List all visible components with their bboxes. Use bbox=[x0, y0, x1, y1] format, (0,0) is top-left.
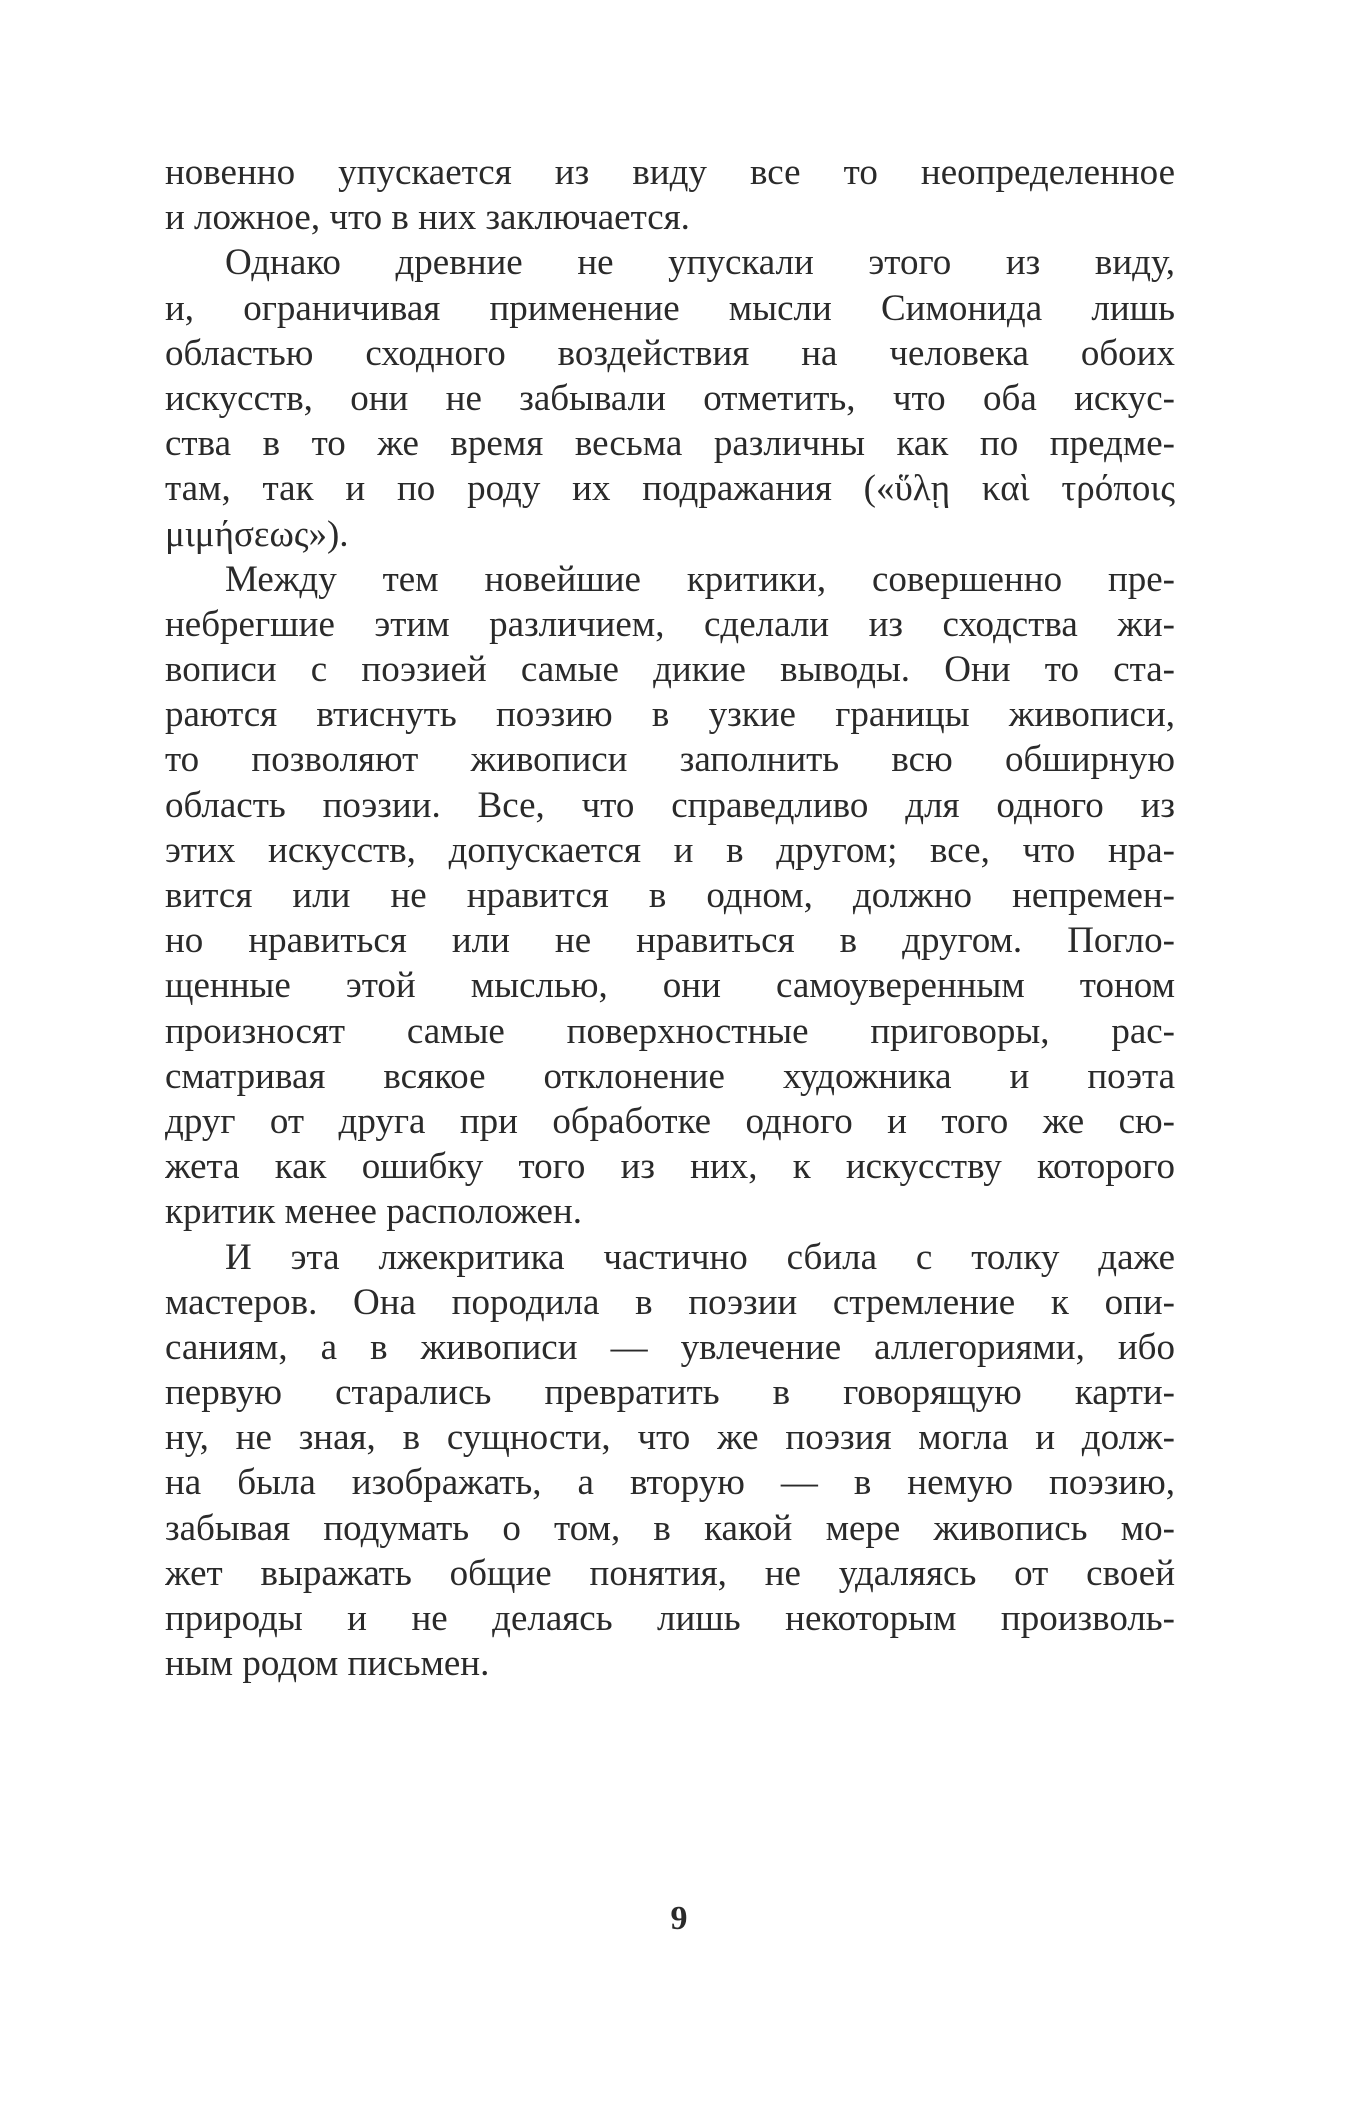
text-line: то позволяют живописи заполнить всю обширную bbox=[165, 739, 1175, 781]
paragraph bbox=[165, 240, 1175, 556]
text-line: вописи с поэзией самые дикие выводы. Они то ста- bbox=[165, 649, 1175, 691]
paragraph bbox=[165, 557, 1175, 1235]
text-line: на была изображать, а вторую — в немую поэзию, bbox=[165, 1462, 1175, 1504]
text-line: забывая подумать о том, в какой мере живопись мо- bbox=[165, 1507, 1175, 1549]
text-line: Между тем новейшие критики, совершенно пре- bbox=[225, 558, 1175, 600]
paragraph bbox=[165, 1235, 1175, 1687]
text-line: ным родом письмен. bbox=[165, 1643, 490, 1685]
text-line: μιμήσεως»). bbox=[165, 513, 349, 555]
text-line: Однако древние не упускали этого из виду, bbox=[225, 242, 1175, 284]
text-line: друг от друга при обработке одного и того же сю- bbox=[165, 1100, 1175, 1142]
page-body bbox=[165, 150, 1175, 1686]
text-line: природы и не делаясь лишь некоторым произволь- bbox=[165, 1598, 1175, 1639]
text-line: и, ограничивая применение мысли Симонида лишь bbox=[165, 287, 1175, 329]
text-line: вится или не нравится в одном, должно непремен- bbox=[165, 875, 1175, 916]
text-line: саниям, а в живописи — увлечение аллегориями, ибо bbox=[165, 1326, 1175, 1368]
text-line: щенные этой мыслью, они самоуверенным тоном bbox=[165, 965, 1175, 1007]
text-line: первую старались превратить в говорящую карти- bbox=[165, 1372, 1175, 1414]
text-line: жета как ошибку того из них, к искусству которого bbox=[165, 1146, 1175, 1188]
text-line: и ложное, что в них заключается. bbox=[165, 197, 690, 239]
text-line: искусств, они не забывали отметить, что оба искус- bbox=[165, 377, 1175, 419]
text-line: областью сходного воздействия на человека обоих bbox=[165, 332, 1175, 374]
page-number: 9 bbox=[670, 1900, 688, 1937]
text-line: ну, не зная, в сущности, что же поэзия могла и долж- bbox=[165, 1417, 1175, 1459]
text-line: новенно упускается из виду все то неопределенное bbox=[165, 152, 1175, 193]
text-line: область поэзии. Все, что справедливо для одного из bbox=[165, 784, 1175, 826]
text-line: этих искусств, допускается и в другом; все, что нра- bbox=[165, 829, 1175, 871]
text-line: мастеров. Она породила в поэзии стремление к опи- bbox=[165, 1281, 1175, 1323]
text-line: сматривая всякое отклонение художника и поэта bbox=[165, 1055, 1175, 1097]
paragraph bbox=[165, 150, 1175, 240]
text-line: небрегшие этим различием, сделали из сходства жи- bbox=[165, 603, 1175, 645]
text-line: критик менее расположен. bbox=[165, 1191, 582, 1233]
text-line: ства в то же время весьма различны как по предме- bbox=[165, 423, 1175, 465]
text-line: произносят самые поверхностные приговоры, рас- bbox=[165, 1010, 1175, 1052]
text-line: жет выражать общие понятия, не удаляясь от своей bbox=[165, 1552, 1175, 1594]
text-line: но нравиться или не нравиться в другом. Погло- bbox=[165, 920, 1175, 962]
text-line: там, так и по роду их подражания («ὕλῃ καὶ τρόποις bbox=[165, 468, 1175, 510]
text-line: И эта лжекритика частично сбила с толку даже bbox=[225, 1236, 1175, 1278]
text-line: раются втиснуть поэзию в узкие границы живописи, bbox=[165, 694, 1175, 736]
